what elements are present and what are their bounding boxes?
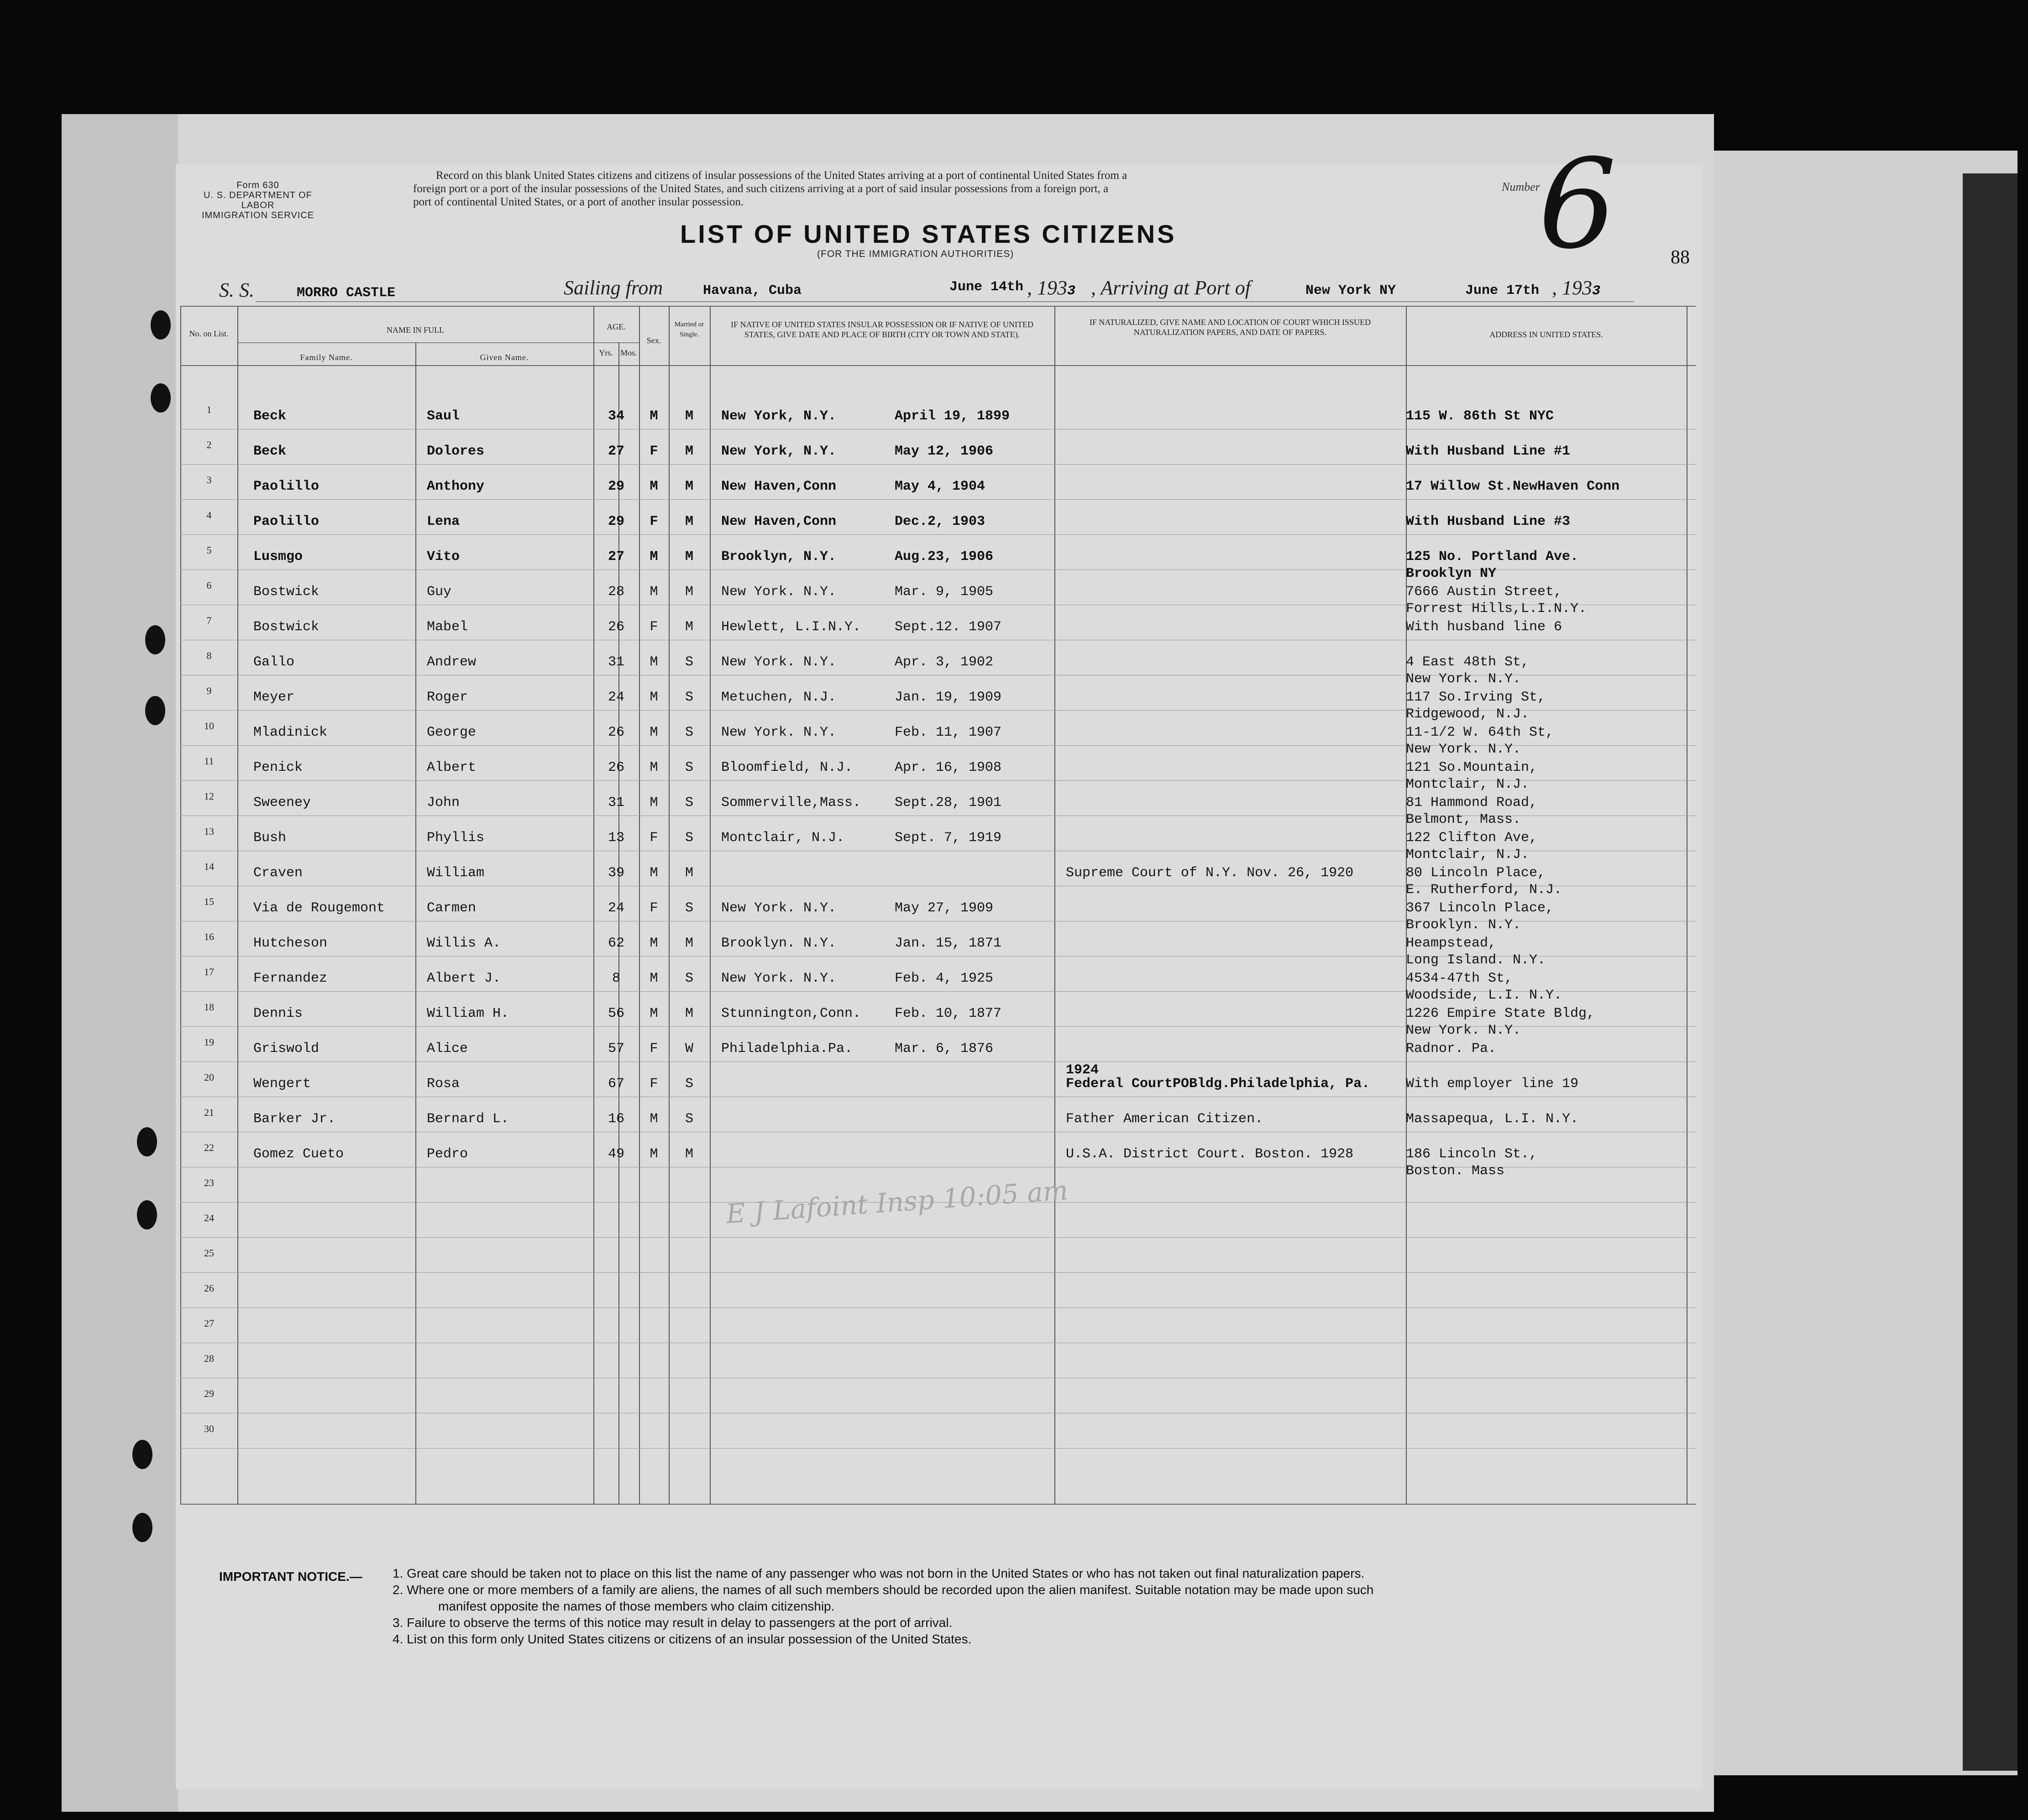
row-number: 7 (206, 615, 212, 626)
form-subtitle: (FOR THE IMMIGRATION AUTHORITIES) (817, 249, 1014, 259)
intro-line: Record on this blank United States citizens and citizens of insular possessions of the United States arriving at a port of continental United States from a (436, 169, 1127, 182)
cell-addr1: 7666 Austin Street, (1406, 584, 1562, 600)
cell-yrs: 24 (608, 900, 624, 916)
punch-hole (145, 696, 165, 725)
cell-yrs: 27 (608, 444, 624, 459)
cell-yrs: 34 (608, 408, 624, 424)
cell-ms: S (685, 900, 693, 916)
row-number: 22 (204, 1142, 214, 1153)
row-rule (180, 1448, 1696, 1449)
cell-addr1: 4534-47th St, (1406, 971, 1513, 986)
row-rule (180, 499, 1696, 500)
cell-place: New York. N.Y. (721, 654, 837, 670)
punch-hole (145, 625, 165, 654)
cell-given: Alice (427, 1041, 468, 1056)
cell-family: Mladinick (253, 725, 328, 740)
form-number: Form 630 (236, 180, 279, 190)
notice-item: 2. Where one or more members of a family are aliens, the names of all such members should be recorded upon the alien manifest. Suitable notation may be made upon such (393, 1583, 1374, 1597)
cell-place: New York, N.Y. (721, 444, 837, 459)
cell-yrs: 29 (608, 514, 624, 529)
col-header-birth: IF NATIVE OF UNITED STATES INSULAR POSSESSION OR IF NATIVE OF UNITED STATES, GIVE DATE AND PLACE OF BIRTH (CITY OR TOWN AND STATE). (730, 320, 1034, 339)
cell-family: Craven (253, 865, 303, 881)
cell-yrs: 16 (608, 1111, 624, 1127)
cell-yrs: 29 (608, 479, 624, 494)
cell-addr2: Brooklyn NY (1406, 566, 1497, 581)
intro-line: port of continental United States, or a port of another insular possession. (413, 196, 744, 208)
cell-addr1: 81 Hammond Road, (1406, 795, 1538, 811)
cell-family: Hutcheson (253, 936, 328, 951)
col-divider (415, 342, 416, 1504)
cell-sex: F (650, 619, 658, 635)
page-binding-margin (62, 114, 178, 1812)
row-rule (180, 534, 1696, 535)
row-number: 8 (206, 650, 212, 661)
departure-port: Havana, Cuba (703, 283, 802, 298)
cell-given: Albert (427, 760, 477, 775)
cell-place: Metuchen, N.J. (721, 690, 837, 705)
cell-given: Mabel (427, 619, 468, 635)
col-divider (237, 306, 238, 1504)
adjacent-sheet-strip (1963, 173, 2018, 1771)
cell-addr2: Montclair, N.J. (1406, 847, 1530, 863)
cell-place: New York, N.Y. (721, 408, 837, 424)
cell-place: New York. N.Y. (721, 725, 837, 740)
cell-ms: M (685, 479, 693, 494)
cell-sex: F (650, 1076, 658, 1092)
col-header-no: No. on List. (189, 329, 229, 338)
cell-ms: S (685, 760, 693, 775)
cell-addr1: With Husband Line #3 (1406, 514, 1571, 529)
cell-given: Lena (427, 514, 460, 529)
row-number: 23 (204, 1177, 214, 1188)
cell-place: Montclair, N.J. (721, 830, 845, 846)
cell-addr1: 122 Clifton Ave, (1406, 830, 1538, 846)
row-number: 13 (204, 826, 214, 837)
row-number: 29 (204, 1388, 214, 1399)
cell-place: Philadelphia.Pa. (721, 1041, 853, 1056)
departure-date: June 14th (949, 279, 1024, 295)
row-number: 3 (206, 474, 212, 486)
cell-yrs: 39 (608, 865, 624, 881)
cell-given: Andrew (427, 654, 477, 670)
cell-given: George (427, 725, 477, 740)
cell-family: Paolillo (253, 514, 320, 529)
cell-addr1: 115 W. 86th St NYC (1406, 408, 1554, 424)
number-label: Number (1502, 180, 1540, 194)
cell-date: Apr. 3, 1902 (895, 654, 994, 670)
row-rule (180, 1307, 1696, 1308)
cell-addr2: New York. N.Y. (1406, 1023, 1521, 1038)
notice-items (393, 1565, 1373, 1647)
cell-yrs: 56 (608, 1006, 624, 1021)
col-header-age: AGE. (607, 322, 626, 331)
cell-family: Penick (253, 760, 303, 775)
col-header-yrs: Yrs. (599, 348, 613, 357)
department-name: U. S. DEPARTMENT OF LABOR (204, 190, 312, 210)
cell-ms: M (685, 514, 693, 529)
cell-ms: M (685, 1006, 693, 1021)
cell-place: Hewlett, L.I.N.Y. (721, 619, 861, 635)
cell-place: New Haven,Conn (721, 479, 837, 494)
cell-ms: M (685, 619, 693, 635)
row-number: 18 (204, 1001, 214, 1013)
cell-addr2: Boston. Mass (1406, 1163, 1505, 1179)
cell-ms: M (685, 584, 693, 600)
cell-sex: M (650, 725, 658, 740)
cell-addr2: E. Rutherford, N.J. (1406, 882, 1562, 898)
cell-date: Sept.28, 1901 (895, 795, 1002, 811)
cell-family: Lusmgo (253, 549, 303, 565)
table-bottom-rule (180, 1504, 1696, 1505)
cell-sex: M (650, 408, 658, 424)
cell-addr1: 186 Lincoln St., (1406, 1146, 1538, 1162)
cell-yrs: 26 (608, 725, 624, 740)
arrival-port: New York NY (1305, 283, 1396, 298)
cell-given: Phyllis (427, 830, 485, 846)
cell-yrs: 27 (608, 549, 624, 565)
cell-ms: S (685, 1111, 693, 1127)
cell-addr1: With Husband Line #1 (1406, 444, 1571, 459)
col-header-name: NAME IN FULL (387, 325, 444, 335)
cell-yrs: 31 (608, 654, 624, 670)
form-title: LIST OF UNITED STATES CITIZENS (680, 220, 1177, 248)
sailing-from-label: Sailing from (564, 277, 663, 299)
punch-hole (151, 383, 171, 413)
punch-hole (151, 310, 171, 340)
cell-sex: F (650, 514, 658, 529)
form-id-block (189, 180, 326, 220)
cell-place: New York. N.Y. (721, 971, 837, 986)
cell-date: Mar. 9, 1905 (895, 584, 994, 600)
cell-yrs: 26 (608, 619, 624, 635)
cell-addr1: 125 No. Portland Ave. (1406, 549, 1579, 565)
col-divider (710, 306, 711, 1504)
inspector-note: E J Lafoint Insp 10:05 am (725, 1174, 1069, 1230)
cell-ms: M (685, 549, 693, 565)
cell-ms: S (685, 654, 693, 670)
cell-addr1: 121 So.Mountain, (1406, 760, 1538, 775)
cell-sex: M (650, 795, 658, 811)
cell-family: Bostwick (253, 619, 320, 635)
cell-family: Meyer (253, 690, 295, 705)
cell-ms: S (685, 795, 693, 811)
cell-sex: F (650, 444, 658, 459)
row-number: 15 (204, 896, 214, 907)
col-header-family: Family Name. (300, 353, 353, 362)
row-number: 17 (204, 966, 214, 978)
cell-given: Saul (427, 408, 460, 424)
cell-date: April 19, 1899 (895, 408, 1010, 424)
cell-date: May 12, 1906 (895, 444, 994, 459)
cell-date: Feb. 11, 1907 (895, 725, 1002, 740)
cell-given: Dolores (427, 444, 485, 459)
row-number: 11 (204, 755, 214, 767)
cell-place: Sommerville,Mass. (721, 795, 861, 811)
cell-addr2: Ridgewood, N.J. (1406, 706, 1530, 722)
ss-label: S. S. (219, 279, 254, 301)
cell-date: May 4, 1904 (895, 479, 985, 494)
cell-family: Beck (253, 408, 287, 424)
cell-yrs: 31 (608, 795, 624, 811)
table-left-border (180, 306, 181, 1504)
cell-sex: M (650, 1146, 658, 1162)
cell-addr1: Radnor. Pa. (1406, 1041, 1497, 1056)
cell-addr1: 80 Lincoln Place, (1406, 865, 1546, 881)
cell-given: Pedro (427, 1146, 468, 1162)
cell-given: Guy (427, 584, 452, 600)
page-number: 88 (1671, 247, 1690, 268)
row-number: 12 (204, 790, 214, 802)
cell-yrs: 26 (608, 760, 624, 775)
cell-yrs: 62 (608, 936, 624, 951)
row-number: 16 (204, 931, 214, 942)
cell-yrs: 67 (608, 1076, 624, 1092)
notice-item: 3. Failure to observe the terms of this notice may result in delay to passengers at the port of arrival. (393, 1616, 953, 1630)
cell-addr1: 17 Willow St.NewHaven Conn (1406, 479, 1620, 494)
row-rule (180, 1272, 1696, 1273)
cell-ms: M (685, 936, 693, 951)
cell-naturalization: Federal CourtPOBldg.Philadelphia, Pa. (1066, 1076, 1370, 1092)
arrival-year (1552, 276, 1600, 299)
arriving-label: , Arriving at Port of (1091, 277, 1251, 299)
col-header-naturalized: IF NATURALIZED, GIVE NAME AND LOCATION OF COURT WHICH ISSUED NATURALIZATION PAPERS, AND DATE OF PAPERS. (1089, 318, 1371, 337)
cell-sex: M (650, 549, 658, 565)
cell-date: Feb. 4, 1925 (895, 971, 994, 986)
cell-ms: S (685, 971, 693, 986)
cell-naturalization: 1924 (1066, 1062, 1099, 1078)
row-number: 19 (204, 1036, 214, 1048)
cell-naturalization: U.S.A. District Court. Boston. 1928 (1066, 1146, 1354, 1162)
cell-family: Bostwick (253, 584, 320, 600)
cell-family: Fernandez (253, 971, 328, 986)
cell-given: Carmen (427, 900, 477, 916)
cell-ms: W (685, 1041, 693, 1056)
cell-given: William (427, 865, 485, 881)
cell-sex: F (650, 830, 658, 846)
cell-addr2: Montclair, N.J. (1406, 777, 1530, 792)
row-rule (180, 1237, 1696, 1238)
punch-hole (132, 1513, 152, 1542)
table-top-rule (180, 306, 1696, 307)
cell-addr1: With husband line 6 (1406, 619, 1562, 635)
notice-label: IMPORTANT NOTICE.— (219, 1569, 362, 1584)
year-prefix: , 193 (1552, 277, 1592, 299)
cell-sex: M (650, 971, 658, 986)
cell-ms: M (685, 444, 693, 459)
cell-sex: M (650, 936, 658, 951)
cell-date: Aug.23, 1906 (895, 549, 994, 565)
handwritten-number: 6 (1538, 132, 1617, 276)
cell-addr1: 1226 Empire State Bldg, (1406, 1006, 1595, 1021)
cell-ms: S (685, 1076, 693, 1092)
cell-sex: M (650, 690, 658, 705)
cell-addr2: Long Island. N.Y. (1406, 952, 1546, 968)
cell-addr2: Forrest Hills,L.I.N.Y. (1406, 601, 1587, 617)
cell-family: Via de Rougemont (253, 900, 385, 916)
cell-given: William H. (427, 1006, 509, 1021)
row-number: 20 (204, 1072, 214, 1083)
cell-place: Brooklyn, N.Y. (721, 549, 837, 565)
cell-place: Stunnington,Conn. (721, 1006, 861, 1021)
cell-naturalization: Father American Citizen. (1066, 1111, 1263, 1127)
departure-year (1027, 276, 1075, 299)
cell-date: Sept.12. 1907 (895, 619, 1002, 635)
cell-family: Barker Jr. (253, 1111, 336, 1127)
cell-date: Sept. 7, 1919 (895, 830, 1002, 846)
row-number: 5 (206, 544, 212, 556)
cell-given: Albert J. (427, 971, 501, 986)
cell-sex: M (650, 584, 658, 600)
row-number: 14 (204, 861, 214, 872)
cell-family: Gallo (253, 654, 295, 670)
cell-yrs: 8 (612, 971, 620, 986)
cell-given: Roger (427, 690, 468, 705)
cell-family: Paolillo (253, 479, 320, 494)
cell-place: New York. N.Y. (721, 900, 837, 916)
intro-line: foreign port or a port of the insular possessions of the United States, and such citizens arriving at a port of said insular possessions from a foreign port, a (413, 183, 1109, 195)
cell-yrs: 24 (608, 690, 624, 705)
punch-hole (137, 1200, 157, 1229)
cell-naturalization: Supreme Court of N.Y. Nov. 26, 1920 (1066, 865, 1354, 881)
col-header-address: ADDRESS IN UNITED STATES. (1489, 330, 1603, 339)
cell-date: Jan. 15, 1871 (895, 936, 1002, 951)
row-number: 27 (204, 1318, 214, 1329)
notice-item: manifest opposite the names of those members who claim citizenship. (438, 1599, 835, 1613)
cell-sex: M (650, 1111, 658, 1127)
cell-addr1: 11-1/2 W. 64th St, (1406, 725, 1554, 740)
cell-given: Rosa (427, 1076, 460, 1092)
punch-hole (137, 1127, 157, 1156)
cell-place: Bloomfield, N.J. (721, 760, 853, 775)
cell-sex: M (650, 760, 658, 775)
cell-given: Vito (427, 549, 460, 565)
cell-sex: M (650, 865, 658, 881)
notice-item: 4. List on this form only United States citizens or citizens of an insular possession of the United States. (393, 1632, 972, 1646)
intro-text (413, 169, 1440, 209)
cell-ms: S (685, 830, 693, 846)
row-number: 26 (204, 1282, 214, 1294)
cell-addr2: Woodside, L.I. N.Y. (1406, 988, 1562, 1003)
cell-addr1: With employer line 19 (1406, 1076, 1579, 1092)
arrival-date: June 17th (1465, 283, 1540, 298)
cell-yrs: 28 (608, 584, 624, 600)
cell-given: John (427, 795, 460, 811)
cell-sex: M (650, 654, 658, 670)
cell-ms: S (685, 690, 693, 705)
cell-family: Griswold (253, 1041, 320, 1056)
cell-addr1: Massapequa, L.I. N.Y. (1406, 1111, 1579, 1127)
cell-yrs: 57 (608, 1041, 624, 1056)
cell-date: Apr. 16, 1908 (895, 760, 1002, 775)
cell-ms: M (685, 408, 693, 424)
col-header-mos: Mos. (620, 348, 637, 357)
cell-place: New Haven,Conn (721, 514, 837, 529)
service-name: IMMIGRATION SERVICE (201, 210, 314, 220)
cell-date: Mar. 6, 1876 (895, 1041, 994, 1056)
cell-addr1: 367 Lincoln Place, (1406, 900, 1554, 916)
cell-yrs: 49 (608, 1146, 624, 1162)
row-number: 9 (206, 685, 212, 696)
cell-family: Beck (253, 444, 287, 459)
cell-addr1: 117 So.Irving St, (1406, 690, 1546, 705)
cell-sex: F (650, 1041, 658, 1056)
cell-addr2: New York. N.Y. (1406, 671, 1521, 687)
cell-addr2: Brooklyn. N.Y. (1406, 917, 1521, 933)
col-divider (1054, 306, 1055, 1504)
cell-addr2: New York. N.Y. (1406, 742, 1521, 757)
row-number: 2 (206, 439, 212, 450)
row-number: 1 (206, 404, 212, 415)
year-suffix: 3 (1592, 283, 1601, 299)
cell-family: Dennis (253, 1006, 303, 1021)
row-number: 25 (204, 1247, 214, 1259)
cell-date: Feb. 10, 1877 (895, 1006, 1002, 1021)
header-bottom-rule (180, 365, 1696, 366)
cell-sex: F (650, 900, 658, 916)
cell-yrs: 13 (608, 830, 624, 846)
cell-place: Brooklyn. N.Y. (721, 936, 837, 951)
row-number: 24 (204, 1212, 214, 1224)
cell-ms: M (685, 865, 693, 881)
row-number: 10 (204, 720, 214, 732)
row-number: 6 (206, 580, 212, 591)
cell-sex: M (650, 1006, 658, 1021)
cell-addr1: Heampstead, (1406, 936, 1497, 951)
cell-given: Anthony (427, 479, 485, 494)
cell-addr2: Belmont, Mass. (1406, 812, 1521, 827)
cell-place: New York. N.Y. (721, 584, 837, 600)
cell-given: Bernard L. (427, 1111, 509, 1127)
col-header-sex: Sex. (646, 336, 661, 345)
cell-ms: M (685, 1146, 693, 1162)
punch-hole (132, 1440, 152, 1469)
col-header-married: Married or Single. (674, 321, 704, 338)
cell-family: Gomez Cueto (253, 1146, 344, 1162)
row-rule (180, 464, 1696, 465)
cell-date: Jan. 19, 1909 (895, 690, 1002, 705)
year-prefix: , 193 (1027, 277, 1067, 299)
year-suffix: 3 (1067, 283, 1076, 299)
row-number: 30 (204, 1423, 214, 1434)
cell-sex: M (650, 479, 658, 494)
ship-name: MORRO CASTLE (297, 285, 396, 301)
cell-family: Bush (253, 830, 287, 846)
cell-date: May 27, 1909 (895, 900, 994, 916)
cell-given: Willis A. (427, 936, 501, 951)
voyage-underline (256, 301, 1634, 302)
row-number: 4 (206, 509, 212, 521)
col-header-given: Given Name. (480, 353, 529, 362)
notice-item: 1. Great care should be taken not to place on this list the name of any passenger who was not born in the United States or who has not taken out final naturalization papers. (393, 1566, 1365, 1580)
age-subheader-rule (593, 342, 639, 343)
cell-ms: S (685, 725, 693, 740)
cell-family: Wengert (253, 1076, 311, 1092)
cell-addr1: 4 East 48th St, (1406, 654, 1530, 670)
cell-date: Dec.2, 1903 (895, 514, 985, 529)
row-number: 28 (204, 1353, 214, 1364)
cell-family: Sweeney (253, 795, 311, 811)
row-number: 21 (204, 1107, 214, 1118)
